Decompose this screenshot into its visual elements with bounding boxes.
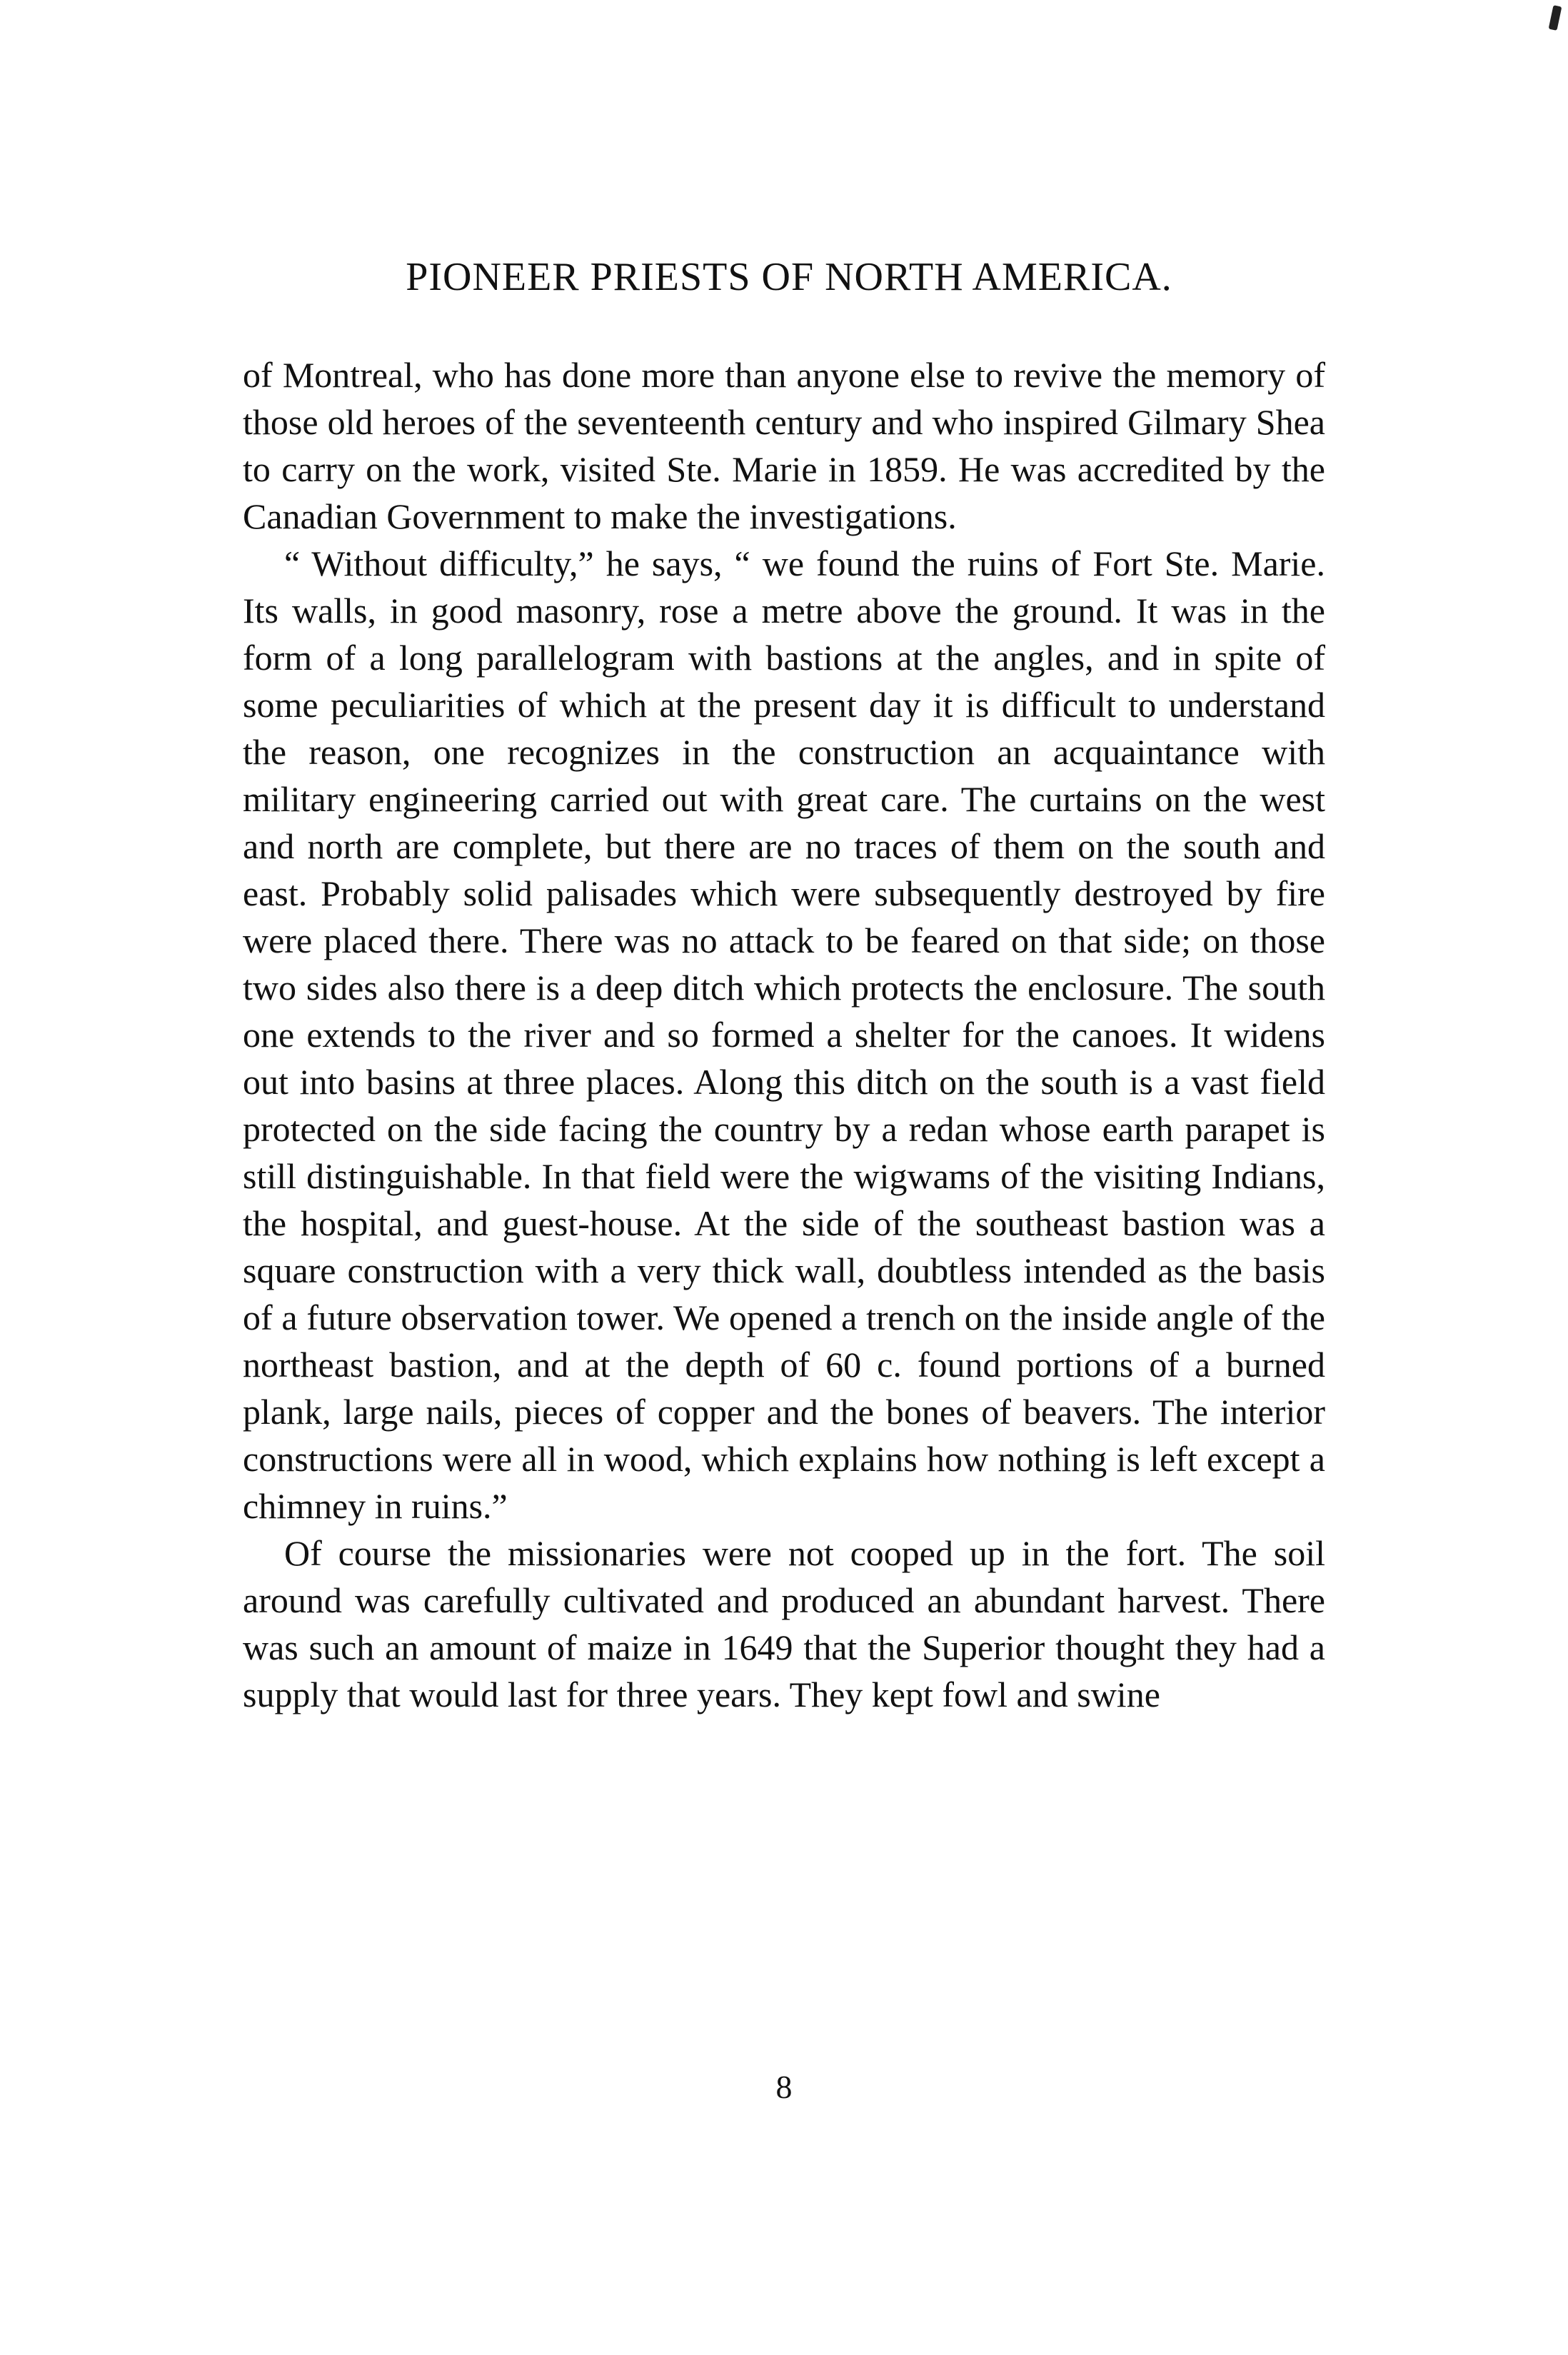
paragraph-continued: of Montreal, who has done more than anyone else to revive the memory of those old heroes of the seventeenth century and who inspired Gilmary Shea to carry on the work, visited Ste. Marie in 1859. He was accredited by the Canadian Government to make the investigations. bbox=[243, 355, 1325, 536]
running-head: PIONEER PRIESTS OF NORTH AMERICA. bbox=[406, 255, 1172, 299]
paragraph-quotation: “ Without difficulty,” he says, “ we found the ruins of Fort Ste. Marie. Its walls, in good masonry, rose a metre above the ground. It was in the form of a long parallelogram with bastions at the angles, and in spite of some peculiarities of which at the present day it is difficult to understand the reason, one recognizes in the construction an acquaintance with military engineering carried out with great care. The curtains on the west and north are complete, but there are no traces of them on the south and east. Probably solid palisades which were subsequently destroyed by fire were placed there. There was no attack to be feared on that side; on those two sides also there is a deep ditch which protects the enclosure. The south one extends to the river and so formed a shelter for the canoes. It widens out into basins at three places. Along this ditch on the south is a vast field protected on the side facing the country by a redan whose earth parapet is still distinguishable. In that field were the wigwams of the visiting Indians, the hospital, and guest-house. At the side of the southeast bastion was a square construction with a very thick wall, doubtless intended as the basis of a future observation tower. We opened a trench on the inside angle of the northeast bastion, and at the depth of 60 c. found portions of a burned plank, large nails, pieces of copper and the bones of beavers. The interior constructions were all in wood, which explains how nothing is left except a chimney in ruins.” bbox=[243, 543, 1325, 1526]
paragraph-missionaries: Of course the missionaries were not cooped up in the fort. The soil around was carefully cultivated and produced an abundant harvest. There was such an amount of maize in 1649 that the Superior thought they had a supply that would last for three years. They kept fowl and swine bbox=[243, 1533, 1325, 1714]
scan-corner-mark bbox=[1549, 5, 1562, 31]
page-number: 8 bbox=[775, 2069, 793, 2105]
body-text bbox=[243, 351, 1325, 1718]
